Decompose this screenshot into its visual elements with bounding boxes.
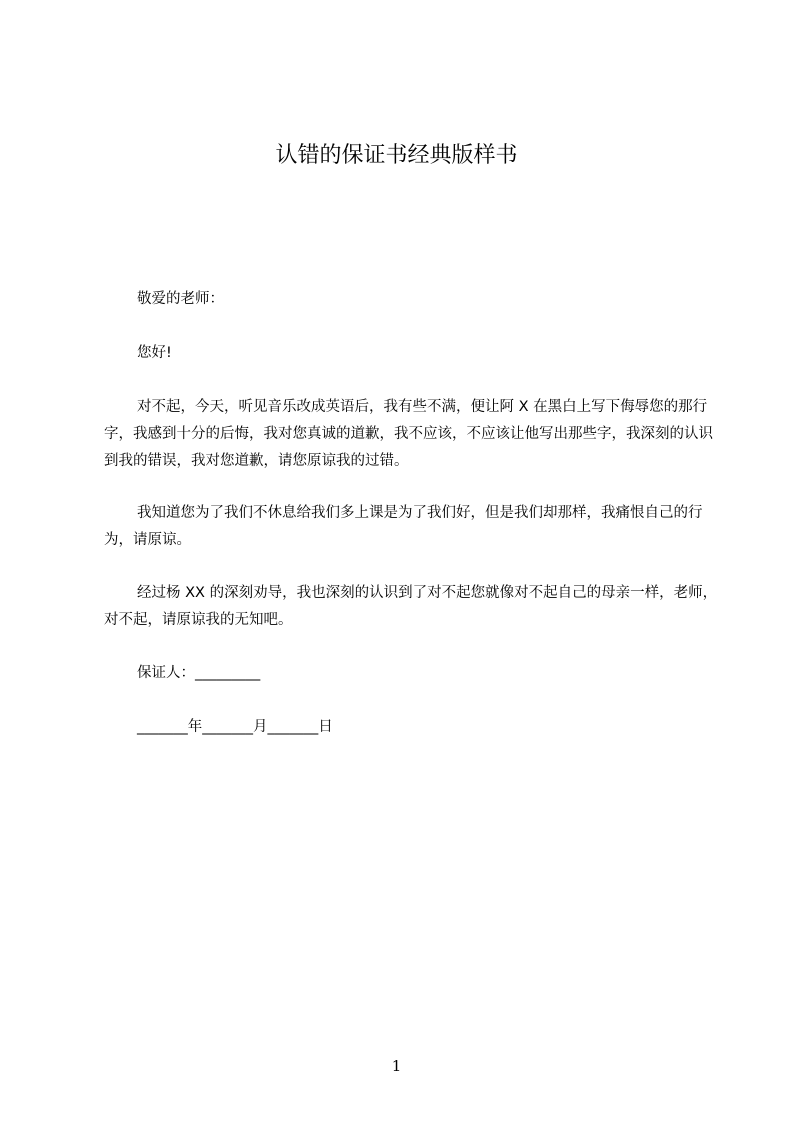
date-line: _______年_______月_______日 <box>137 719 333 735</box>
body-paragraph-realization: 经过杨 XX 的深刻劝导，我也深刻的认识到了对不起您就像对不起自己的母亲一样，老师，对不起，请原谅我的无知吧。 <box>104 585 718 628</box>
body-paragraph-apology: 对不起，今天，听见音乐改成英语后，我有些不满，便让阿 X 在黑白上写下侮辱您的那行字，我感到十分的后悔，我对您真诚的道歉，我不应该，不应该让他写出那些字，我深刻的认识到我的错误，我对您道歉，请您原谅我的过错。 <box>104 399 713 469</box>
document-title: 认错的保证书经典版样书 <box>275 143 518 168</box>
guarantor-signature-line: 保证人：_________ <box>137 665 261 681</box>
page-number: 1 <box>391 1057 402 1075</box>
body-paragraph-regret: 我知道您为了我们不休息给我们多上课是为了我们好，但是我们却那样，我痛恨自己的行为，请原谅。 <box>104 505 703 548</box>
greeting: 您好! <box>137 345 172 361</box>
salutation: 敬爱的老师： <box>137 291 224 307</box>
